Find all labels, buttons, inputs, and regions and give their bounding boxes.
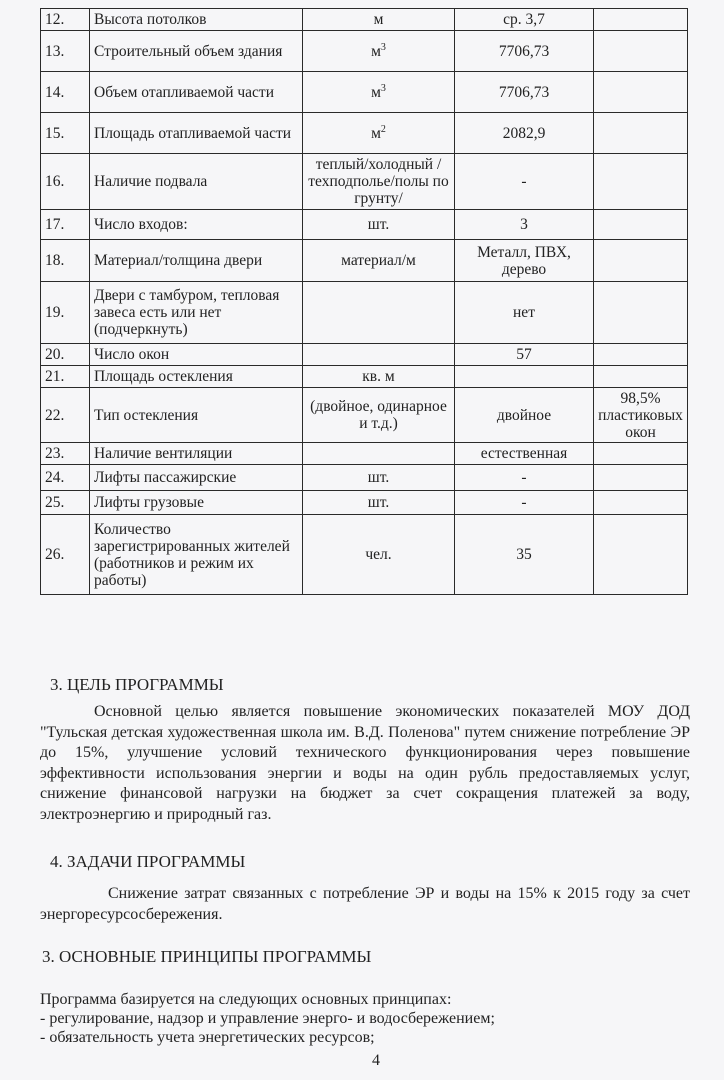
tasks-paragraph: Снижение затрат связанных с потребление ЭР и воды на 15% к 2015 году за счет энергоресурсосбережения. — [40, 885, 690, 923]
table-row — [41, 465, 688, 491]
unit-cell — [303, 282, 455, 344]
unit-exponent: 2 — [380, 123, 386, 135]
value-cell: нет — [455, 282, 594, 344]
unit-cell: $м^3$ — [303, 31, 455, 72]
building-spec-table — [40, 8, 688, 595]
value-cell: 2082,9 — [455, 113, 594, 154]
table-row — [41, 491, 688, 515]
parameter-name: Двери с тамбуром, тепловая завеса есть или нет (подчеркнуть) — [90, 282, 303, 344]
value-cell: 57 — [455, 344, 594, 366]
extra-cell — [594, 282, 688, 344]
value-cell: 35 — [455, 515, 594, 595]
extra-cell — [594, 344, 688, 366]
extra-cell — [594, 9, 688, 31]
parameter-name: Наличие вентиляции — [90, 443, 303, 465]
row-number: 19. — [41, 282, 90, 344]
extra-cell — [594, 515, 688, 595]
parameter-name: Количество зарегистрированных жителей (работников и режим их работы) — [90, 515, 303, 595]
unit-cell: материал/м — [303, 240, 455, 282]
extra-cell — [594, 210, 688, 240]
row-number: 20. — [41, 344, 90, 366]
parameter-name: Число входов: — [90, 210, 303, 240]
value-cell: - — [455, 154, 594, 210]
table-row — [41, 154, 688, 210]
row-number: 26. — [41, 515, 90, 595]
extra-cell — [594, 491, 688, 515]
parameter-name: Строительный объем здания — [90, 31, 303, 72]
row-number: 13. — [41, 31, 90, 72]
unit-cell: теплый/холодный /техподполье/полы по грунту/ — [303, 154, 455, 210]
unit-cell: (двойное, одинарное и т.д.) — [303, 388, 455, 443]
parameter-name: Объем отапливаемой части — [90, 72, 303, 113]
table-row — [41, 388, 688, 443]
row-number: 15. — [41, 113, 90, 154]
row-number: 23. — [41, 443, 90, 465]
row-number: 17. — [41, 210, 90, 240]
parameter-name: Лифты пассажирские — [90, 465, 303, 491]
unit-cell: шт. — [303, 465, 455, 491]
unit-exponent: 3 — [380, 82, 386, 94]
unit-cell: чел. — [303, 515, 455, 595]
table-row — [41, 366, 688, 388]
extra-cell — [594, 154, 688, 210]
value-cell: двойное — [455, 388, 594, 443]
extra-cell — [594, 465, 688, 491]
parameter-name: Тип остекления — [90, 388, 303, 443]
table-row — [41, 240, 688, 282]
value-cell: Металл, ПВХ, дерево — [455, 240, 594, 282]
extra-cell — [594, 366, 688, 388]
table-row — [41, 282, 688, 344]
principles-heading: 3. ОСНОВНЫЕ ПРИНЦИПЫ ПРОГРАММЫ — [42, 947, 372, 966]
value-cell: 7706,73 — [455, 72, 594, 113]
page-number: 4 — [372, 1052, 380, 1069]
row-number: 22. — [41, 388, 90, 443]
extra-cell — [594, 72, 688, 113]
value-cell — [455, 366, 594, 388]
goal-paragraph: Основной целью является повышение экономических показателей МОУ ДОД "Тульская детская художественная школа им. В.Д. Поленова" путем снижение потребление ЭР до 15%, улучшение условий технического функционирования через повышение эффективности использования энергии и воды на один рубль предоставляемых услуг, снижение финансовой нагрузки на бюджет за счет сокращения платежей за воду, электроэнергию и природный газ. — [40, 703, 690, 823]
row-number: 24. — [41, 465, 90, 491]
value-cell: - — [455, 491, 594, 515]
unit-cell: м — [303, 9, 455, 31]
parameter-name: Высота потолков — [90, 9, 303, 31]
row-number: 12. — [41, 9, 90, 31]
extra-cell: 98,5% пластиковых окон — [594, 388, 688, 443]
extra-cell — [594, 443, 688, 465]
row-number: 14. — [41, 72, 90, 113]
extra-cell — [594, 31, 688, 72]
principles-item: - регулирование, надзор и управление энерго- и водосбережением; — [40, 1010, 495, 1027]
principles-item: - обязательность учета энергетических ресурсов; — [40, 1029, 375, 1046]
value-cell: - — [455, 465, 594, 491]
row-number: 21. — [41, 366, 90, 388]
row-number: 16. — [41, 154, 90, 210]
row-number: 25. — [41, 491, 90, 515]
table-row — [41, 344, 688, 366]
parameter-name: Число окон — [90, 344, 303, 366]
table-row — [41, 113, 688, 154]
table-row — [41, 72, 688, 113]
value-cell: естественная — [455, 443, 594, 465]
table-row — [41, 9, 688, 31]
parameter-name: Площадь остекления — [90, 366, 303, 388]
unit-cell: $м^3$ — [303, 72, 455, 113]
principles-intro: Программа базируется на следующих основных принципах: — [40, 991, 452, 1008]
unit-cell: шт. — [303, 491, 455, 515]
row-number: 18. — [41, 240, 90, 282]
tasks-heading: 4. ЗАДАЧИ ПРОГРАММЫ — [50, 852, 246, 871]
parameter-name: Лифты грузовые — [90, 491, 303, 515]
value-cell: ср. 3,7 — [455, 9, 594, 31]
unit-cell — [303, 443, 455, 465]
unit-cell: кв. м — [303, 366, 455, 388]
value-cell: 3 — [455, 210, 594, 240]
unit-exponent: 3 — [380, 41, 386, 53]
unit-cell — [303, 344, 455, 366]
parameter-name: Наличие подвала — [90, 154, 303, 210]
table-row — [41, 443, 688, 465]
parameter-name: Материал/толщина двери — [90, 240, 303, 282]
value-cell: 7706,73 — [455, 31, 594, 72]
table-row — [41, 31, 688, 72]
unit-cell: $м^2$ — [303, 113, 455, 154]
extra-cell — [594, 113, 688, 154]
table-row — [41, 210, 688, 240]
goal-heading: 3. ЦЕЛЬ ПРОГРАММЫ — [50, 675, 224, 694]
table-row — [41, 515, 688, 595]
unit-cell: шт. — [303, 210, 455, 240]
parameter-name: Площадь отапливаемой части — [90, 113, 303, 154]
extra-cell — [594, 240, 688, 282]
